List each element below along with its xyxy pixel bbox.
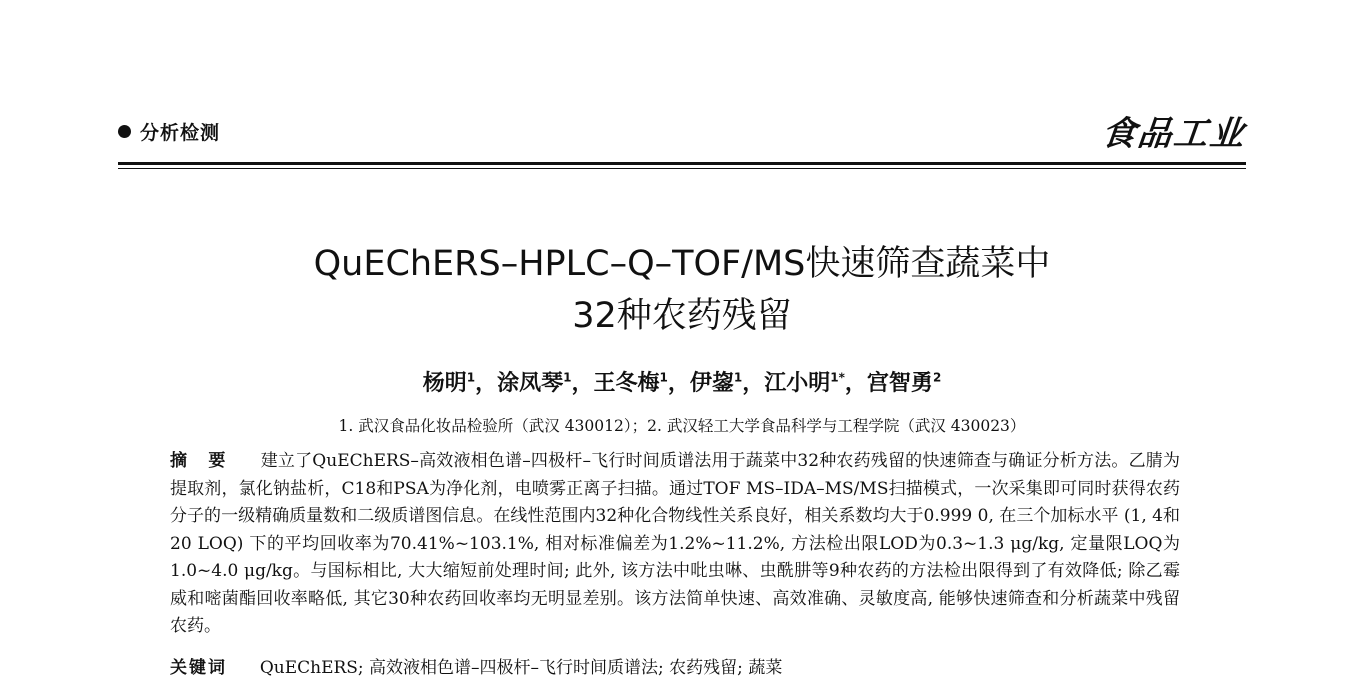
author-list: 杨明$^1$，涂凤琴$^1$，王冬梅$^1$，伊鋆$^1$，江小明$^{1*}$，宫智勇$^2$ — [422, 370, 942, 396]
running-head-left — [118, 118, 220, 145]
page-title — [118, 238, 1246, 342]
author-name: 杨明 — [422, 371, 467, 396]
author-affil-marker: 1 — [659, 370, 668, 385]
author-affil-marker: 1* — [830, 370, 845, 385]
header-rule-thin — [118, 168, 1246, 169]
author-name: 伊鋆 — [689, 371, 734, 396]
abstract-block — [170, 448, 1180, 641]
journal-logo: 食品工业 — [1099, 114, 1248, 154]
title-line-1: QuEChERS–HPLC–Q–TOF/MS快速筛查蔬菜中 — [313, 244, 1051, 284]
keywords-text: QuEChERS; 高效液相色谱–四极杆–飞行时间质谱法; 农药残留; 蔬菜 — [259, 658, 783, 678]
author-name: 宫智勇 — [866, 371, 933, 396]
bullet-dot-icon — [118, 125, 131, 138]
author-affil-marker: 2 — [932, 370, 942, 385]
author-name: 王冬梅 — [593, 371, 660, 396]
author-affil-marker: 1 — [466, 370, 476, 385]
section-label: 分析检测 — [140, 122, 221, 144]
abstract-label: 摘 要 — [170, 451, 228, 471]
abstract-text: 建立了QuEChERS–高效液相色谱–四极杆–飞行时间质谱法用于蔬菜中32种农药残留的快速筛查与确证分析方法。乙腈为提取剂，氯化钠盐析，C18和PSA为净化剂，电喷雾正离子扫描。通过TOF MS–IDA–MS/MS扫描模式，一次采集即可同时获得农药分子的一级精确质量数和二级质谱图信息。在线性范围内32种化合物线性关系良好，相关系数均大于0.999 0, 在三个加标水平 (1, 4和20 LOQ) 下的平均回收率为70.41%~103.1%, 相对标准偏差为1.2%~11.2%, 方法检出限LOD为0.3~1.3 μg/kg, 定量限LOQ为1.0~4.0 μg/kg。与国标相比, 大大缩短前处理时间; 此外, 该方法中吡虫啉、虫酰肼等9种农药的方法检出限得到了有效降低; 除乙霉威和嘧菌酯回收率略低, 其它30种农药回收率均无明显差别。该方法简单快速、高效准确、灵敏度高, 能够快速筛查和分析蔬菜中残留农药。 — [170, 451, 1180, 636]
keywords-block — [170, 655, 1180, 683]
author-affil-marker: 1 — [563, 370, 572, 385]
author-name: 江小明 — [764, 371, 831, 396]
title-line-2: 32种农药残留 — [572, 296, 792, 336]
author-name: 涂凤琴 — [497, 371, 564, 396]
affiliation-line: 1. 武汉食品化妆品检验所（武汉 430012）；2. 武汉轻工大学食品科学与工程学院（武汉 430023） — [338, 417, 1026, 435]
keywords-label: 关键词 — [170, 658, 227, 678]
header-rule-thick — [118, 162, 1246, 165]
author-affil-marker: 1 — [733, 370, 743, 385]
